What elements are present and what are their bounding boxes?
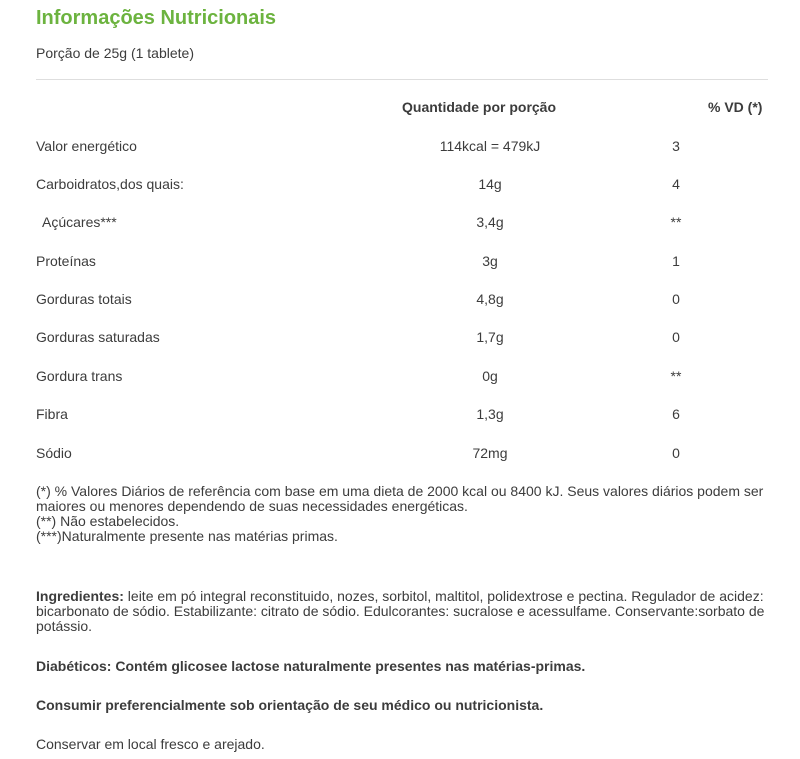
nutrient-vd: **	[670, 214, 682, 230]
nutrient-quantity: 72mg	[472, 445, 508, 461]
footnote-not-established: (**) Não estabelecidos.	[36, 513, 180, 529]
ingredients-label: Ingredientes:	[36, 588, 124, 604]
nutrient-name: Sódio	[36, 445, 72, 461]
table-row	[0, 368, 800, 388]
table-row	[0, 176, 800, 196]
nutrient-quantity: 3,4g	[476, 214, 504, 230]
table-row	[0, 291, 800, 311]
table-row	[0, 445, 800, 465]
footnote-vd: (*) % Valores Diários de referência com base em uma dieta de 2000 kcal ou 8400 kJ. Seus valores diários podem ser maiores ou menores dependendo de suas necessidades energéticas.	[36, 483, 764, 514]
diabetics-notice: Diabéticos: Contém glicosee lactose naturalmente presentes nas matérias-primas.	[36, 658, 586, 674]
nutrient-quantity: 1,7g	[476, 329, 504, 345]
nutrient-name: Carboidratos,dos quais:	[36, 176, 184, 192]
table-row	[0, 329, 800, 349]
table-row	[0, 214, 800, 234]
nutrient-vd: 3	[672, 138, 680, 154]
nutrient-vd: 4	[672, 176, 680, 192]
nutrient-vd: 6	[672, 406, 680, 422]
nutrient-quantity: 14g	[478, 176, 502, 192]
nutrient-vd: 0	[672, 329, 680, 345]
nutrient-vd: 0	[672, 445, 680, 461]
nutrient-quantity: 4,8g	[476, 291, 504, 307]
nutrient-quantity: 0g	[482, 368, 498, 384]
nutrient-name: Gorduras totais	[36, 291, 132, 307]
nutrient-name: Valor energético	[36, 138, 137, 154]
storage-notice: Conservar em local fresco e arejado.	[36, 736, 265, 752]
table-row	[0, 406, 800, 426]
nutrient-name: Gordura trans	[36, 368, 123, 384]
footnotes	[36, 484, 766, 544]
consume-notice: Consumir preferencialmente sob orientação de seu médico ou nutricionista.	[36, 697, 544, 713]
nutrient-vd: 0	[672, 291, 680, 307]
nutrient-vd: **	[670, 368, 682, 384]
nutrient-name: Fibra	[36, 406, 68, 422]
nutrient-vd: 1	[672, 253, 680, 269]
table-row	[0, 253, 800, 273]
nutrient-quantity: 1,3g	[476, 406, 504, 422]
nutrient-name: Proteínas	[36, 253, 96, 269]
page-title: Informações Nutricionais	[36, 7, 277, 29]
table-row	[0, 138, 800, 158]
nutrient-name: Açúcares***	[42, 214, 117, 230]
nutrient-name: Gorduras saturadas	[36, 329, 160, 345]
divider	[36, 79, 768, 80]
ingredients-paragraph	[36, 589, 766, 634]
footnote-natural: (***)Naturalmente presente nas matérias primas.	[36, 528, 338, 544]
nutrient-quantity: 3g	[482, 253, 498, 269]
column-header-quantity: Quantidade por porção	[402, 99, 557, 115]
column-header-vd: % VD (*)	[708, 99, 763, 115]
nutrient-quantity: 114kcal = 479kJ	[439, 138, 541, 154]
portion-size: Porção de 25g (1 tablete)	[36, 45, 194, 61]
ingredients-text: leite em pó integral reconstituido, nozes, sorbitol, maltitol, polidextrose e pectina. Regulador de acidez: bicarbonato de sódio. Estabilizante: citrato de sódio. Edulcorantes: sucralose e acessulfame. Conservante:sorbato de potássio.	[36, 588, 765, 634]
